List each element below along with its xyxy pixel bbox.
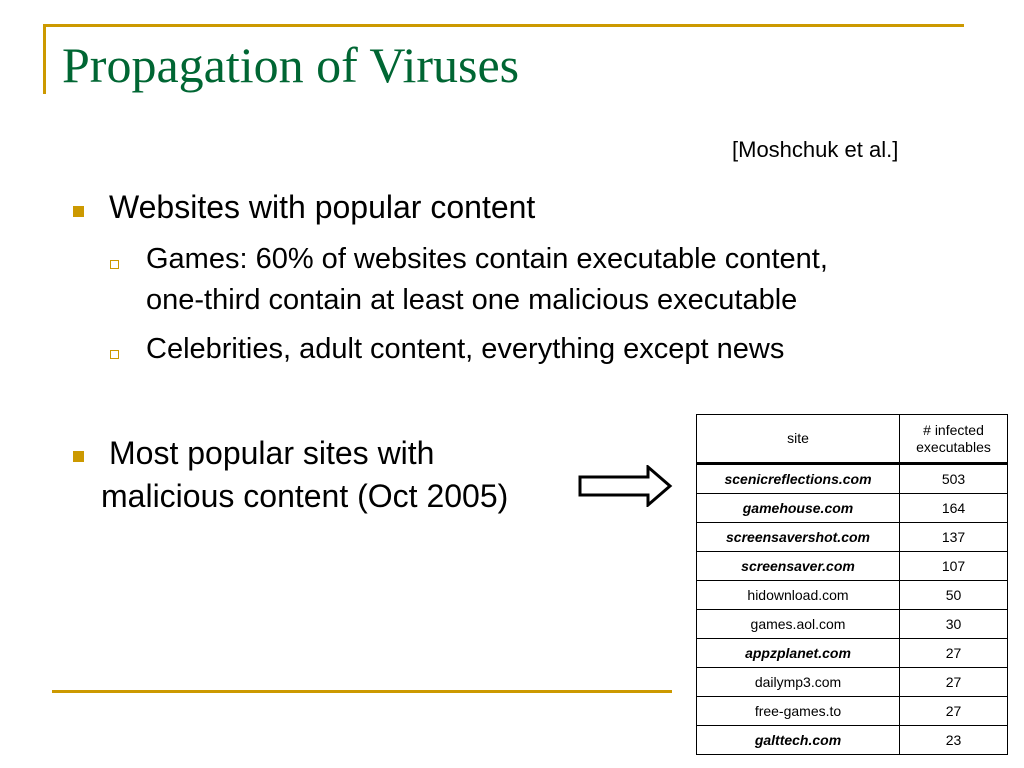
infected-count-cell: 503 <box>900 464 1008 494</box>
site-name-cell: screensaver.com <box>697 552 900 581</box>
site-name-cell: dailymp3.com <box>697 668 900 697</box>
sub-bullet-square-icon <box>110 350 119 359</box>
infected-count-cell: 164 <box>900 494 1008 523</box>
infected-count-cell: 27 <box>900 668 1008 697</box>
table-row <box>697 581 1008 610</box>
site-name-cell: scenicreflections.com <box>697 464 900 494</box>
table-row <box>697 726 1008 755</box>
infected-count-cell: 30 <box>900 610 1008 639</box>
table-row <box>697 464 1008 494</box>
sub-bullet-games-line1: Games: 60% of websites contain executable content, <box>146 243 828 275</box>
infected-count-cell: 23 <box>900 726 1008 755</box>
site-name-cell: galttech.com <box>697 726 900 755</box>
table-header-row <box>697 415 1008 464</box>
table-row <box>697 610 1008 639</box>
infected-count-cell: 137 <box>900 523 1008 552</box>
bullet-square-icon <box>73 451 84 462</box>
table-row <box>697 697 1008 726</box>
infected-count-cell: 50 <box>900 581 1008 610</box>
sub-bullet-games-line2: one-third contain at least one malicious executable <box>146 284 798 316</box>
infected-count-cell: 27 <box>900 639 1008 668</box>
sub-bullet-celebrities: Celebrities, adult content, everything except news <box>146 333 785 365</box>
site-name-cell: gamehouse.com <box>697 494 900 523</box>
left-rule <box>43 24 46 94</box>
header-site: site <box>697 415 900 464</box>
table-row <box>697 494 1008 523</box>
site-name-cell: screensavershot.com <box>697 523 900 552</box>
infected-count-cell: 27 <box>900 697 1008 726</box>
infected-sites-table <box>696 414 1008 755</box>
bottom-rule <box>52 690 672 693</box>
table-row <box>697 639 1008 668</box>
bullet-popular-sites-line2: malicious content (Oct 2005) <box>101 478 509 514</box>
site-name-cell: appzplanet.com <box>697 639 900 668</box>
table-row <box>697 523 1008 552</box>
infected-count-cell: 107 <box>900 552 1008 581</box>
table-row <box>697 668 1008 697</box>
right-arrow-icon <box>578 465 674 507</box>
citation: [Moshchuk et al.] <box>732 137 899 162</box>
bullet-square-icon <box>73 206 84 217</box>
slide-title: Propagation of Viruses <box>62 37 520 93</box>
site-name-cell: free-games.to <box>697 697 900 726</box>
header-infected-count: # infected executables <box>900 415 1008 464</box>
site-name-cell: hidownload.com <box>697 581 900 610</box>
bullet-websites: Websites with popular content <box>109 189 536 225</box>
site-name-cell: games.aol.com <box>697 610 900 639</box>
bullet-popular-sites-line1: Most popular sites with <box>109 435 435 471</box>
sub-bullet-square-icon <box>110 260 119 269</box>
table-row <box>697 552 1008 581</box>
top-rule <box>43 24 964 27</box>
